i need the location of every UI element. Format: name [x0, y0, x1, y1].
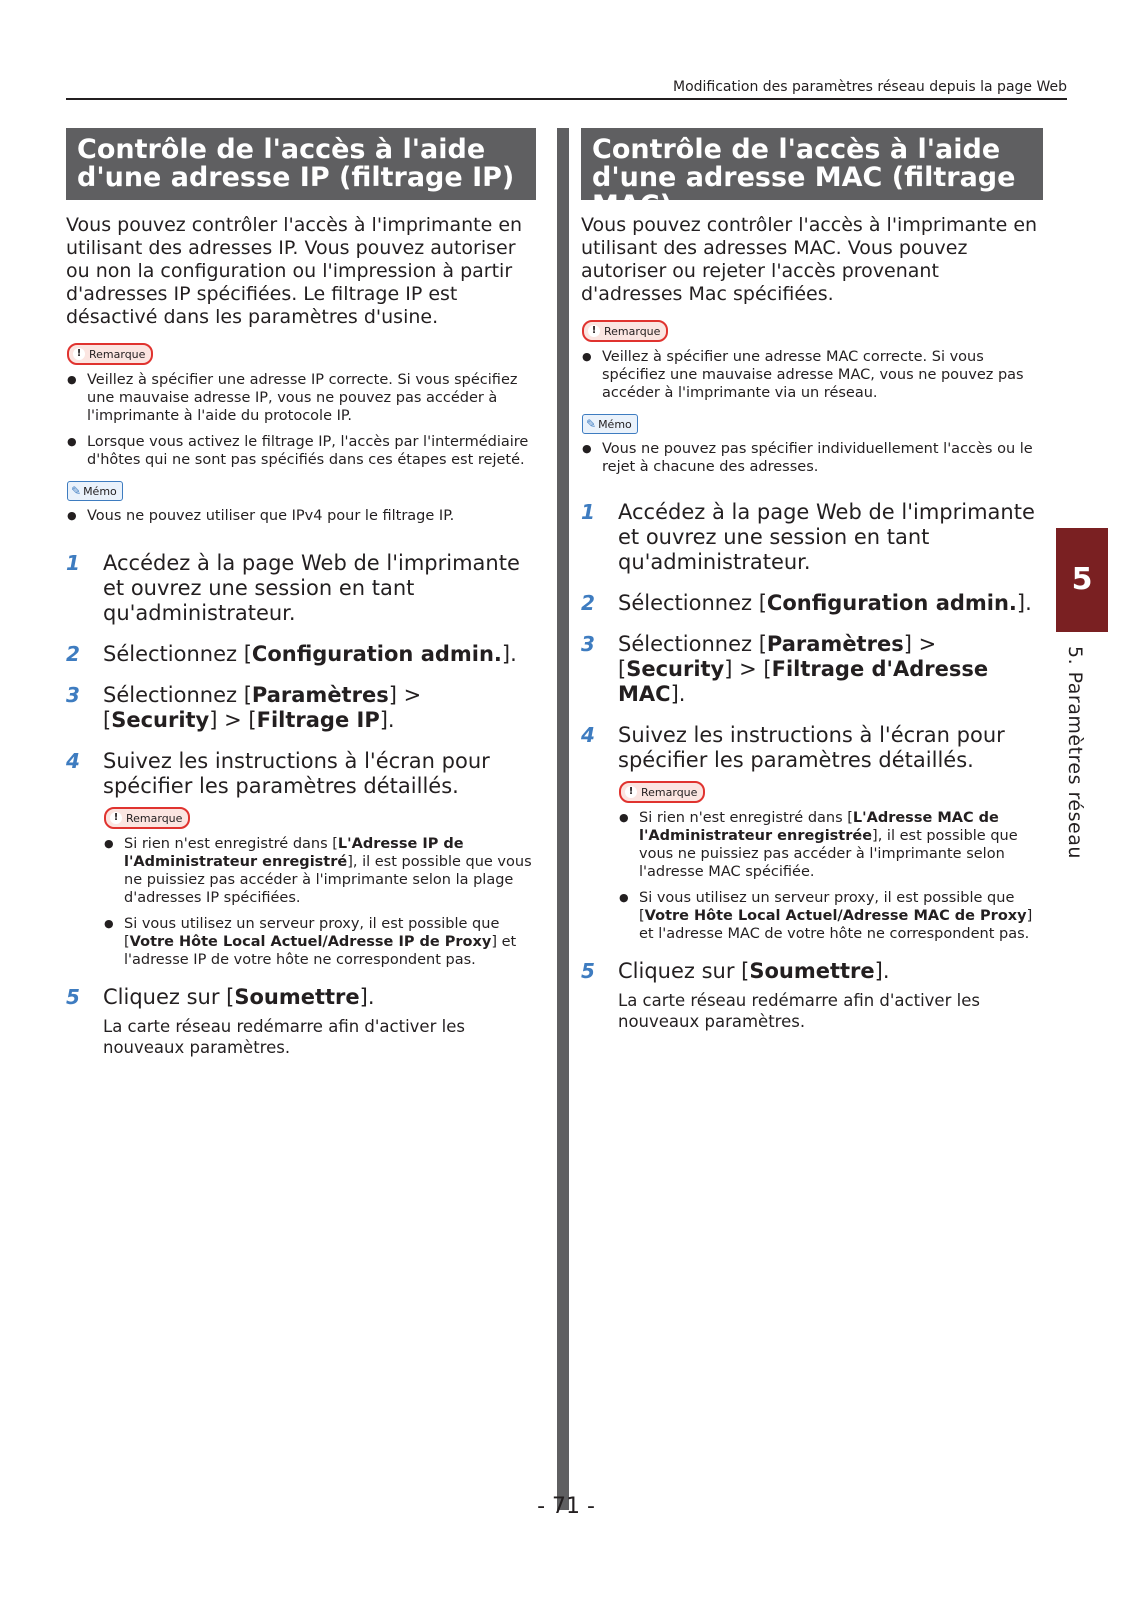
list-item: ● Lorsque vous activez le filtrage IP, l'accès par l'intermédiaire d'hôtes qui ne sont pas spécifiés dans ces étapes est rejeté.: [66, 433, 536, 469]
step-text: Cliquez sur [Soumettre].: [103, 985, 375, 1009]
left-column: [66, 128, 536, 1058]
step-number: 3: [581, 632, 595, 656]
step-3: [66, 683, 536, 733]
section-title-ip: Contrôle de l'accès à l'aide d'une adresse IP (filtrage IP): [66, 128, 536, 200]
memo-badge: [582, 414, 638, 434]
step-text: Suivez les instructions à l'écran pour spécifier les paramètres détaillés.: [618, 723, 1005, 772]
list-item: ● Si rien n'est enregistré dans [L'Adresse MAC de l'Administrateur enregistrée], il est possible que vous ne puissiez pas accéder à l'imprimante selon l'adresse MAC spécifiée.: [618, 809, 1043, 881]
remarque-list: [103, 835, 536, 969]
step-text: Cliquez sur [Soumettre].: [618, 959, 890, 983]
column-divider: [557, 128, 569, 1510]
step-number: 1: [66, 551, 80, 575]
right-column: [581, 128, 1043, 1032]
list-item: ● Si vous utilisez un serveur proxy, il est possible que [Votre Hôte Local Actuel/Adresse MAC de Proxy] et l'adresse MAC de votre hôte ne correspondent pas.: [618, 889, 1043, 943]
running-header: Modification des paramètres réseau depuis la page Web: [673, 79, 1067, 95]
header-rule: [66, 98, 1067, 100]
remarque-list: [581, 348, 1043, 402]
memo-badge: [67, 481, 123, 501]
step-5: [581, 959, 1043, 1032]
step-4: [66, 749, 536, 969]
step-number: 1: [581, 500, 595, 524]
step-text: Sélectionnez [Configuration admin.].: [103, 642, 517, 666]
exclamation-icon: !: [588, 325, 600, 337]
step-number: 5: [581, 959, 595, 983]
step-1: [66, 551, 536, 626]
step-2: [581, 591, 1043, 616]
step-4: [581, 723, 1043, 943]
step-text: Accédez à la page Web de l'imprimante et ouvrez une session en tant qu'administrateur.: [618, 500, 1035, 574]
intro-mac: Vous pouvez contrôler l'accès à l'imprimante en utilisant des adresses MAC. Vous pouvez autoriser ou rejeter l'accès provenant d'adresses Mac spécifiées.: [581, 214, 1038, 305]
remarque-label: Remarque: [641, 785, 698, 799]
step-subtext: La carte réseau redémarre afin d'activer les nouveaux paramètres.: [103, 1017, 465, 1057]
list-item: ● Veillez à spécifier une adresse MAC correcte. Si vous spécifiez une mauvaise adresse MAC, vous ne pouvez pas accéder à l'imprimante via un réseau.: [581, 348, 1043, 402]
remarque-label: Remarque: [126, 811, 183, 825]
step-text: Accédez à la page Web de l'imprimante et ouvrez une session en tant qu'administrateur.: [103, 551, 520, 625]
step-3: [581, 632, 1043, 707]
step-text: Sélectionnez [Paramètres] > [Security] > [Filtrage IP].: [103, 683, 422, 732]
step-2: [66, 642, 536, 667]
remarque-badge: [104, 807, 190, 829]
remarque-label: Remarque: [604, 324, 661, 338]
chapter-label: 5. Paramètres réseau: [1064, 646, 1086, 859]
step-4-remarque: [103, 805, 536, 969]
step-number: 2: [66, 642, 80, 666]
list-item: ● Si rien n'est enregistré dans [L'Adresse IP de l'Administrateur enregistré], il est possible que vous ne puissiez pas accéder à l'imprimante selon la plage d'adresses IP spécifiées.: [103, 835, 536, 907]
step-5: [66, 985, 536, 1058]
memo-label: Mémo: [83, 484, 117, 498]
list-item: ● Vous ne pouvez utiliser que IPv4 pour le filtrage IP.: [66, 507, 536, 525]
step-number: 5: [66, 985, 80, 1009]
exclamation-icon: !: [73, 348, 85, 360]
step-4-remarque: [618, 779, 1043, 943]
step-text: Sélectionnez [Configuration admin.].: [618, 591, 1032, 615]
step-1: [581, 500, 1043, 575]
remarque-badge: [619, 781, 705, 803]
step-number: 4: [581, 723, 595, 747]
pencil-icon: ✎: [71, 484, 82, 498]
list-item: ● Si vous utilisez un serveur proxy, il est possible que [Votre Hôte Local Actuel/Adresse IP de Proxy] et l'adresse IP de votre hôte ne correspondent pas.: [103, 915, 536, 969]
step-number: 2: [581, 591, 595, 615]
remarque-badge: [67, 343, 153, 365]
step-text: Sélectionnez [Paramètres] > [Security] > [Filtrage d'Adresse MAC].: [618, 632, 989, 706]
list-item: ● Vous ne pouvez pas spécifier individuellement l'accès ou le rejet à chacune des adresses.: [581, 440, 1043, 476]
page-number: - 71 -: [537, 1494, 595, 1519]
exclamation-icon: !: [110, 812, 122, 824]
memo-list: [66, 507, 536, 525]
step-subtext: La carte réseau redémarre afin d'activer les nouveaux paramètres.: [618, 991, 980, 1031]
memo-list: [581, 440, 1043, 476]
remarque-badge: [582, 320, 668, 342]
step-number: 4: [66, 749, 80, 773]
remarque-list: [618, 809, 1043, 943]
section-title-mac: Contrôle de l'accès à l'aide d'une adresse MAC (filtrage MAC): [581, 128, 1043, 200]
step-number: 3: [66, 683, 80, 707]
remarque-list: [66, 371, 536, 469]
exclamation-icon: !: [625, 786, 637, 798]
memo-label: Mémo: [598, 417, 632, 431]
remarque-label: Remarque: [89, 347, 146, 361]
intro-ip: Vous pouvez contrôler l'accès à l'imprimante en utilisant des adresses IP. Vous pouvez autoriser ou non la configuration ou l'impression à partir d'adresses IP spécifiées. Le filtrage IP est désactivé dans les paramètres d'usine.: [66, 214, 523, 328]
pencil-icon: ✎: [586, 417, 597, 431]
step-text: Suivez les instructions à l'écran pour spécifier les paramètres détaillés.: [103, 749, 490, 798]
list-item: ● Veillez à spécifier une adresse IP correcte. Si vous spécifiez une mauvaise adresse IP, vous ne pouvez pas accéder à l'imprimante à l'aide du protocole IP.: [66, 371, 536, 425]
chapter-tab: 5: [1056, 528, 1108, 632]
